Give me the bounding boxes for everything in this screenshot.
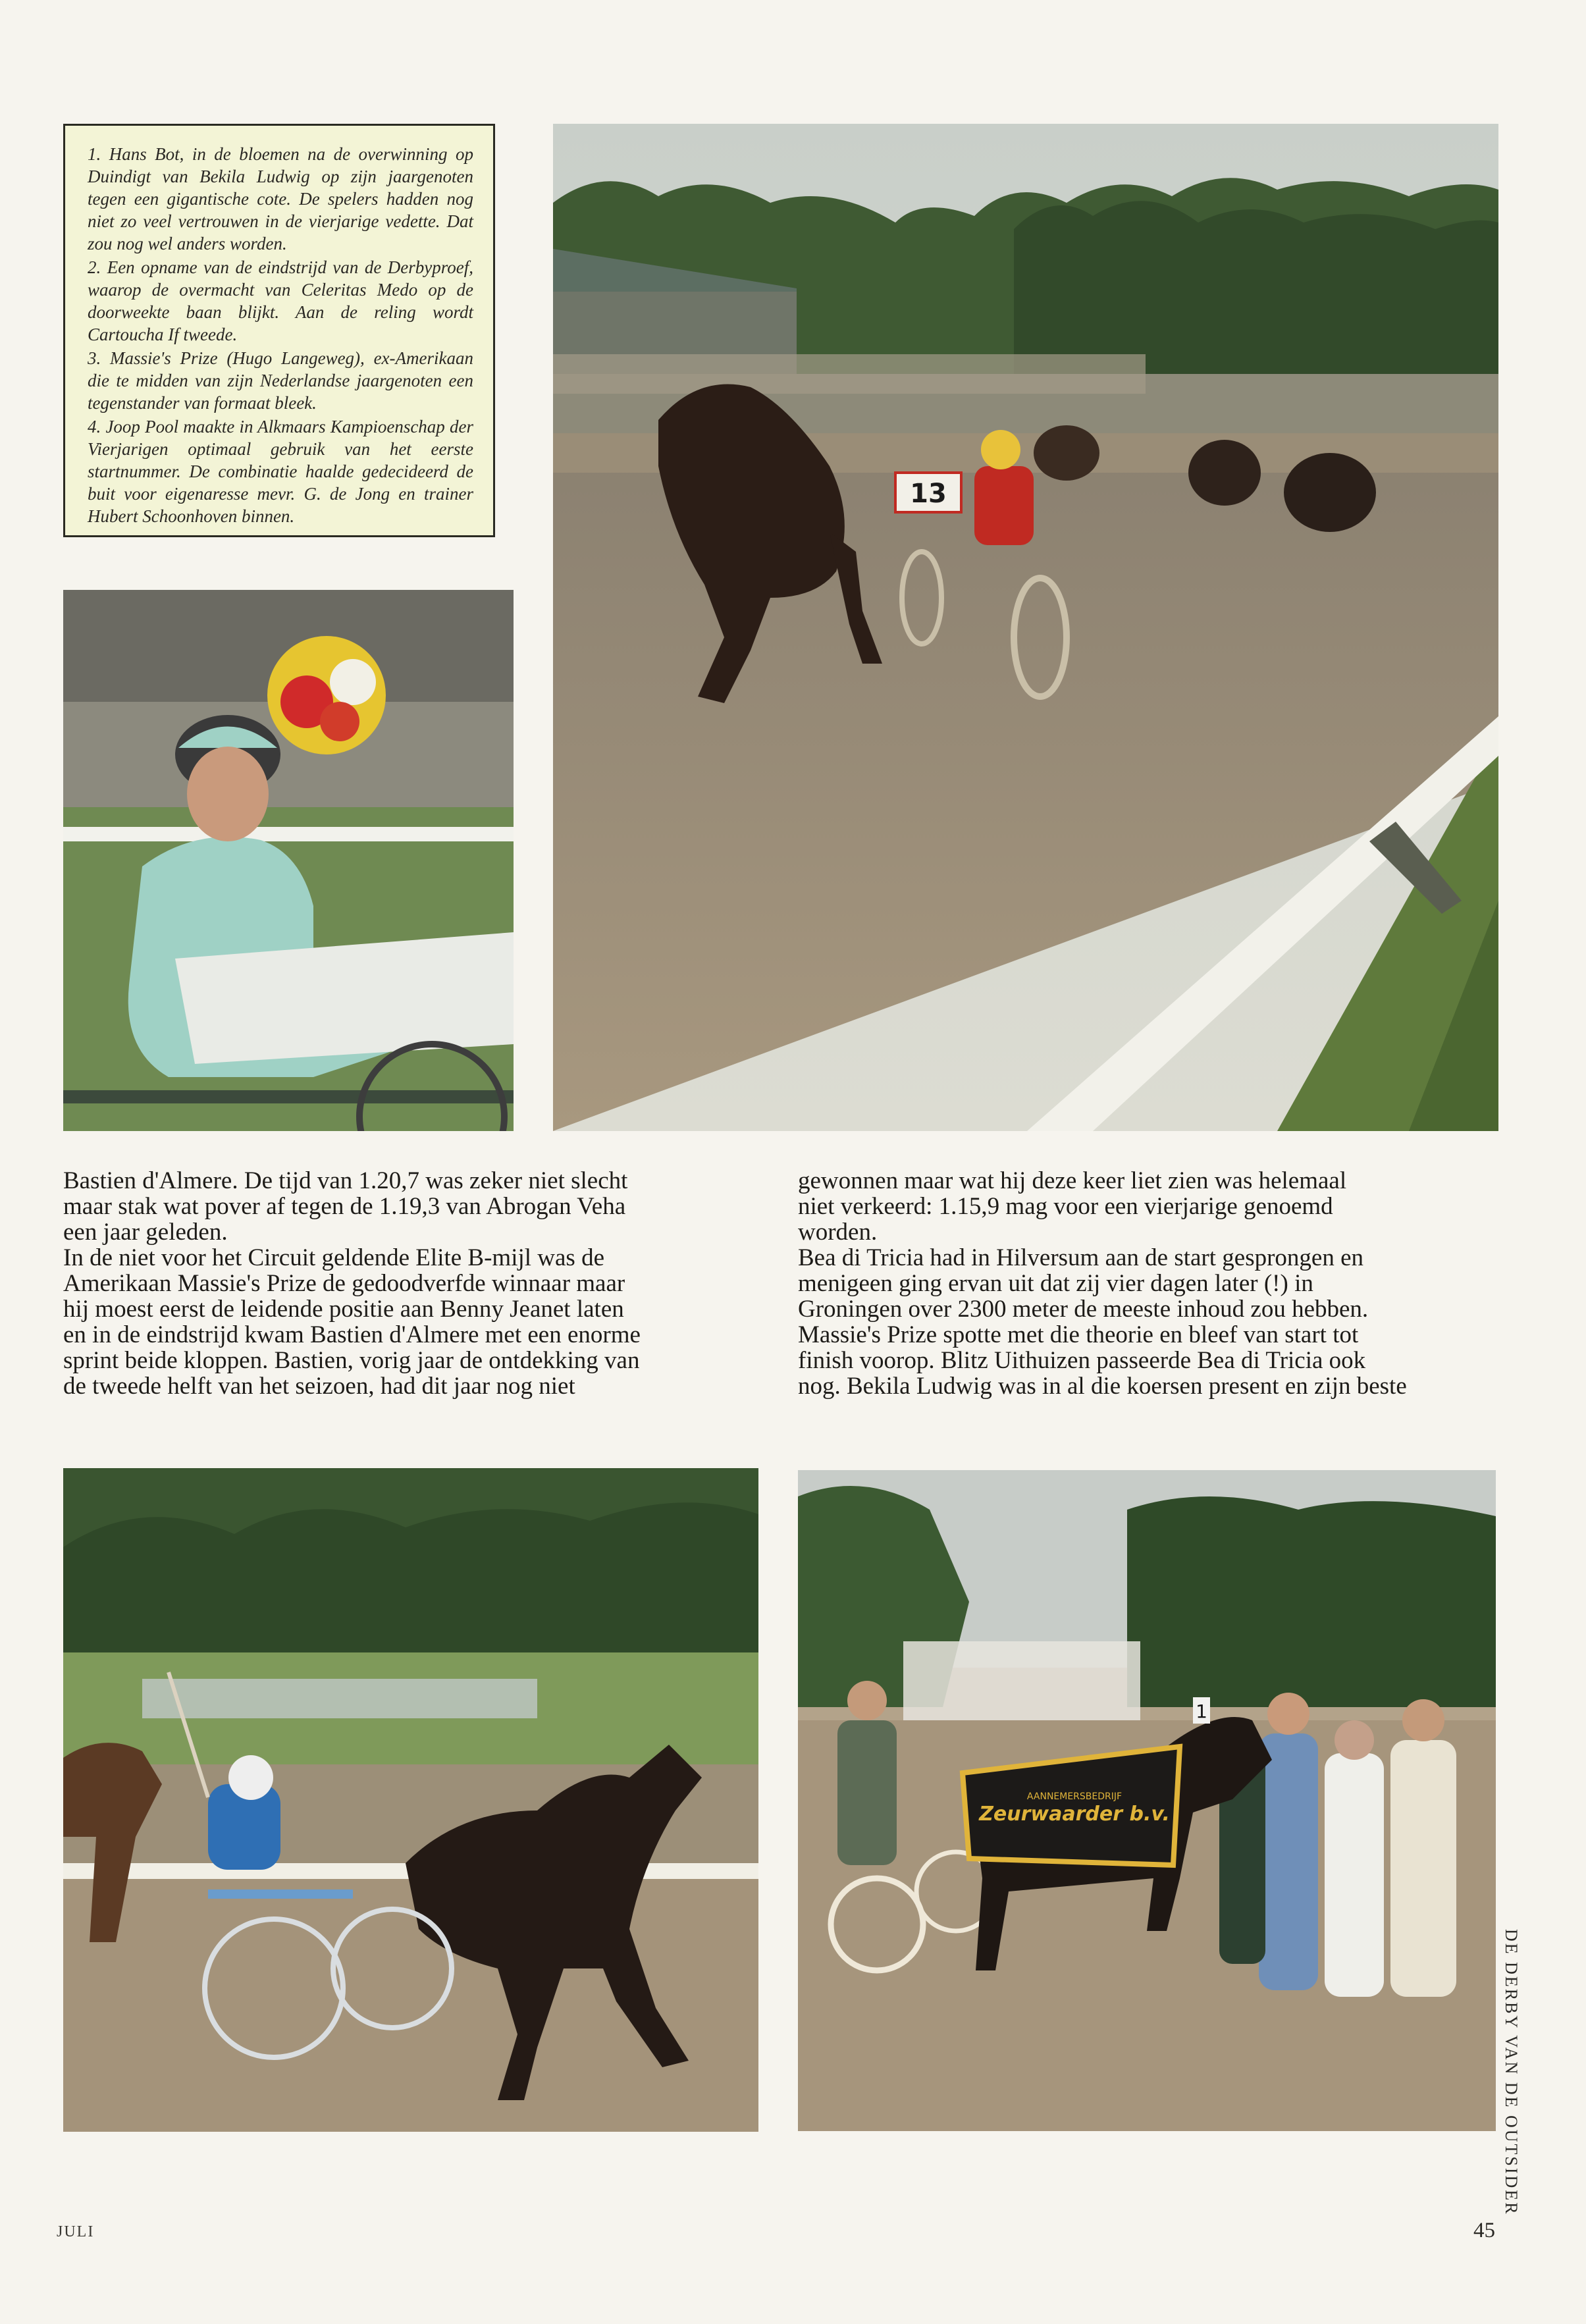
body-line: een jaar geleden. <box>63 1219 228 1246</box>
body-line: In de niet voor het Circuit geldende Elite B-mijl was de <box>63 1244 605 1271</box>
body-line: Groningen over 2300 meter de meeste inhoud zou hebben. <box>798 1296 1369 1323</box>
body-line: nog. Bekila Ludwig was in al die koersen present en zijn beste <box>798 1373 1407 1400</box>
photo-winners-circle <box>798 1470 1496 2131</box>
photo-driver-flowers <box>63 590 514 1131</box>
photo-massies-prize <box>63 1468 758 2132</box>
sulky-number: 13 <box>910 479 947 509</box>
body-line: de tweede helft van het seizoen, had dit jaar nog niet <box>63 1373 575 1400</box>
caption-4: 4. Joop Pool maakte in Alkmaars Kampioenschap der Vierjarigen optimaal gebruik van het eerste startnummer. De combinatie haalde gedecideerd de buit voor eigenaresse mevr. G. de Jong en trainer Hubert Schoonhoven binnen. <box>88 417 473 526</box>
body-line: menigeen ging ervan uit dat zij vier dagen later (!) in <box>798 1270 1313 1297</box>
photo-race-finish <box>553 124 1498 1131</box>
footer-month: JULI <box>57 2223 95 2240</box>
body-line: Massie's Prize spotte met die theorie en bleef van start tot <box>798 1321 1359 1348</box>
body-line: finish voorop. Blitz Uithuizen passeerde Bea di Tricia ook <box>798 1347 1366 1374</box>
caption-2: 2. Een opname van de eindstrijd van de Derbyproef, waarop de overmacht van Celeritas Medo op de doorweekte baan blijkt. Aan de reling wordt Cartoucha If tweede. <box>88 257 473 344</box>
caption-box <box>63 124 495 537</box>
running-title: DE DERBY VAN DE OUTSIDER <box>1502 1929 1521 2216</box>
body-column-left <box>63 1168 741 1399</box>
body-line: niet verkeerd: 1.15,9 mag voor een vierjarige genoemd <box>798 1193 1333 1220</box>
body-line: Bea di Tricia had in Hilversum aan de start gesprongen en <box>798 1244 1364 1271</box>
body-column-right <box>798 1168 1494 1399</box>
body-line: en in de eindstrijd kwam Bastien d'Almere met een enorme <box>63 1321 641 1348</box>
body-line: worden. <box>798 1219 878 1246</box>
body-line: gewonnen maar wat hij deze keer liet zien was helemaal <box>798 1167 1347 1194</box>
body-line: sprint beide kloppen. Bastien, vorig jaar de ontdekking van <box>63 1347 640 1374</box>
page-number: 45 <box>1473 2219 1495 2242</box>
bib-number: 1 <box>1196 1701 1207 1722</box>
body-line: Bastien d'Almere. De tijd van 1.20,7 was zeker niet slecht <box>63 1167 628 1194</box>
body-line: Amerikaan Massie's Prize de gedoodverfde winnaar maar <box>63 1270 625 1297</box>
body-line: hij moest eerst de leidende positie aan Benny Jeanet laten <box>63 1296 624 1323</box>
caption-3: 3. Massie's Prize (Hugo Langeweg), ex-Amerikaan die te midden van zijn Nederlandse jaargenoten een tegenstander van formaat bleek. <box>88 348 473 413</box>
blanket-small-text: AANNEMERSBEDRIJF <box>1026 1791 1123 1802</box>
blanket-brand-text: Zeurwaarder b.v. <box>979 1803 1170 1826</box>
body-line: maar stak wat pover af tegen de 1.19,3 van Abrogan Veha <box>63 1193 626 1220</box>
caption-1: 1. Hans Bot, in de bloemen na de overwinning op Duindigt van Bekila Ludwig op zijn jaargenoten tegen een gigantische cote. De spelers hadden nog niet zo veel vertrouwen in de vierjarige vedette. Dat zou nog wel anders worden. <box>88 144 473 253</box>
